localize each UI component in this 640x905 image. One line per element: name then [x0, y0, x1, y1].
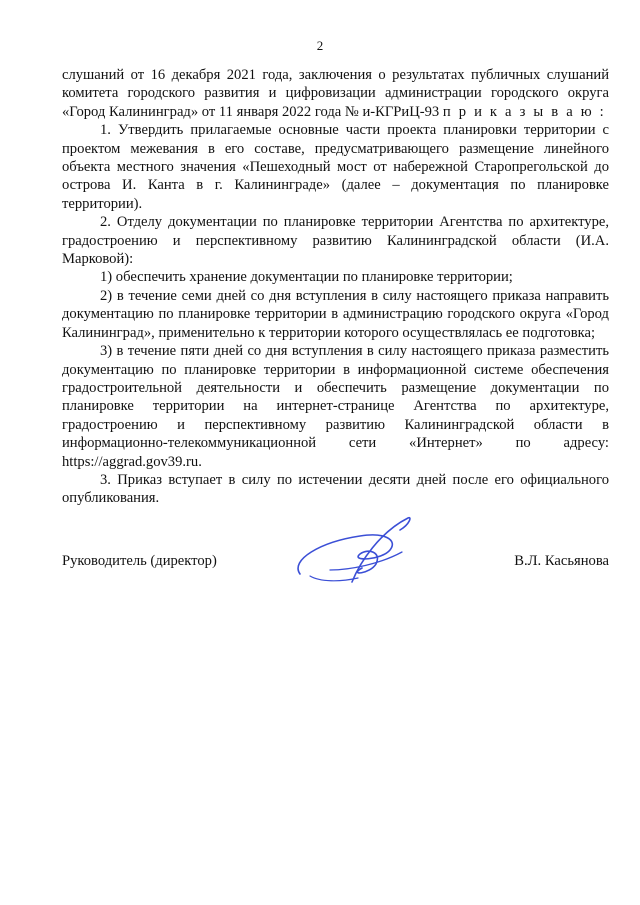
signature-block	[62, 553, 609, 581]
item-2-1-paragraph: 1) обеспечить хранение документации по планировке территории;	[100, 269, 513, 286]
item-2-paragraph: 2. Отделу документации по планировке территории Агентства по архитектуре, градостроению и перспективному развитию Калининградской области (И.А. Марковой):	[62, 214, 609, 268]
intro-text: слушаний от 16 декабря 2021 года, заключения о результатах публичных слушаний комитета городского развития и цифровизации администрации городского округа «Город Калининград» от 11 января 2022 года № и-КГРиЦ-93	[62, 67, 609, 120]
item-3-paragraph: 3. Приказ вступает в силу по истечении десяти дней после его официального опубликования.	[62, 471, 609, 507]
intro-paragraph	[62, 66, 609, 121]
order-word: п р и к а з ы в а ю :	[442, 103, 606, 120]
item-2-3-paragraph: 3) в течение пяти дней со дня вступления в силу настоящего приказа разместить документацию по планировке территории в информационной системе обеспечения градостроительной деятельности и обеспечить размещение документации по планировке территории на интернет-странице Агентства по архитектуре, градостроению и перспективному развитию Калининградской области в информационно-телекоммуникационной сети «Интернет» по адресу: https://aggrad.gov39.ru.	[62, 343, 609, 470]
item-2-2-paragraph: 2) в течение семи дней со дня вступления в силу настоящего приказа направить документацию по планировке территории в администрацию городского округа «Город Калининград», применительно к территории которого осуществлялась ее подготовка;	[62, 287, 609, 341]
signer-title: Руководитель (директор)	[62, 553, 217, 569]
signer-name: В.Л. Касьянова	[514, 553, 609, 569]
page-number: 2	[316, 38, 324, 53]
item-1-paragraph: 1. Утвердить прилагаемые основные части проекта планировки территории с проектом межевания в его составе, предусматривающего размещение линейного объекта местного значения «Пешеходный мост от набережной Старопрегольской до острова И. Канта в г. Калининграде» (далее – документация по планировке территории).	[62, 122, 609, 212]
document-body	[62, 66, 609, 508]
